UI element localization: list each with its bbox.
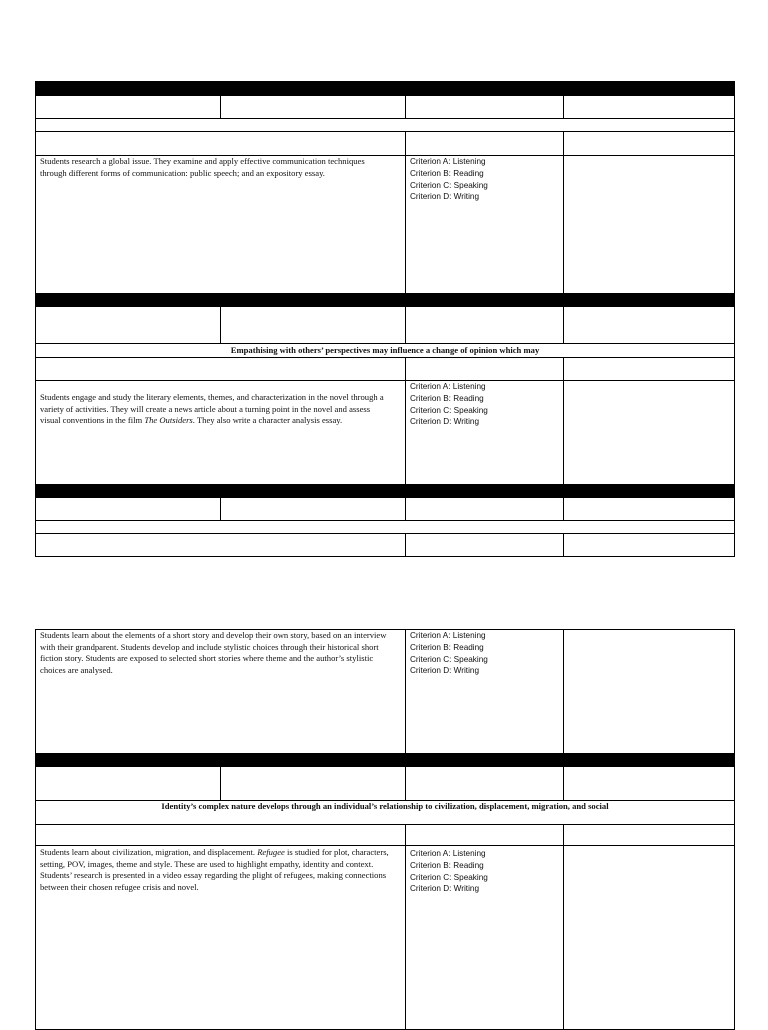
- criterion-a: Criterion A: Listening: [410, 631, 486, 640]
- unit4-novel-title: Refugee: [257, 847, 285, 857]
- criterion-d: Criterion D: Writing: [410, 884, 480, 894]
- unit-title-cell: [35, 95, 221, 119]
- unit2-description-before: Students engage and study the literary elements, themes, and characterization in the novel through a variety of activities. They will create a news article about a turning point in the novel and assess visual conventions in the film: [40, 392, 384, 425]
- key-concept-cell: [405, 306, 564, 344]
- atl-cell: [405, 131, 564, 156]
- notes-cell: [563, 824, 735, 846]
- criterion-b: Criterion B: Reading: [410, 860, 484, 870]
- criterion-b: Criterion B: Reading: [410, 393, 484, 403]
- global-context-cell: [35, 357, 406, 381]
- unit-header-bar: [35, 484, 735, 498]
- unit-duration-cell: [220, 95, 406, 119]
- criterion-d: Criterion D: Writing: [410, 417, 480, 427]
- criterion-b: Criterion B: Reading: [410, 168, 484, 178]
- unit-duration-cell: [220, 766, 406, 801]
- unit2-criteria-list: [410, 381, 488, 428]
- unit4-description: [40, 847, 398, 893]
- related-concept-cell: [563, 306, 735, 344]
- atl-cell: [405, 357, 564, 381]
- extra-cell: [563, 629, 735, 754]
- global-context-cell: [35, 824, 406, 846]
- criterion-d: Criterion D: Writing: [410, 666, 480, 676]
- unit-title-cell: [35, 766, 221, 801]
- unit4-criteria-list: [410, 848, 488, 895]
- unit-duration-cell: [220, 306, 406, 344]
- key-concept-cell: [405, 95, 564, 119]
- criterion-d: Criterion D: Writing: [410, 192, 480, 202]
- criterion-b: Criterion B: Reading: [410, 642, 484, 652]
- key-concept-cell: [405, 497, 564, 521]
- criterion-a: Criterion A: Listening: [410, 382, 486, 391]
- criterion-a: Criterion A: Listening: [410, 157, 486, 166]
- unit4-description-before: Students learn about civilization, migration, and displacement.: [40, 847, 258, 857]
- extra-cell: [563, 380, 735, 485]
- global-context-cell: [35, 131, 406, 156]
- criterion-c: Criterion C: Speaking: [410, 180, 488, 190]
- criterion-c: Criterion C: Speaking: [410, 654, 488, 664]
- unit2-description: [40, 392, 392, 427]
- atl-cell: [405, 533, 564, 557]
- unit2-statement-of-inquiry: Empathising with others’ perspectives may influence a change of opinion which may: [230, 345, 540, 355]
- unit-duration-cell: [220, 497, 406, 521]
- unit3-criteria-list: [410, 630, 488, 677]
- unit4-statement-of-inquiry: Identity’s complex nature develops through an individual’s relationship to civilization, displacement, migration, and social: [161, 801, 609, 811]
- unit1-description: Students research a global issue. They examine and apply effective communication techniques through different forms of communication: public speech; and an expository essay.: [40, 156, 365, 178]
- statement-of-inquiry-cell: [35, 520, 735, 534]
- key-concept-cell: [405, 766, 564, 801]
- criterion-c: Criterion C: Speaking: [410, 405, 488, 415]
- criterion-c: Criterion C: Speaking: [410, 872, 488, 882]
- unit2-description-after: . They also write a character analysis essay.: [192, 415, 343, 425]
- unit-header-bar: [35, 81, 735, 95]
- related-concept-cell: [563, 95, 735, 119]
- unit4-description-after: is studied for plot, characters, setting, POV, images, theme and style. These are used to highlight empathy, identity and context. Students’ research is presented in a video essay regarding the plight of refugees, making connections between their chosen refugee crisis and novel.: [40, 847, 389, 892]
- extra-cell: [563, 845, 735, 1030]
- unit-header-bar: [35, 293, 735, 307]
- notes-cell: [563, 357, 735, 381]
- unit2-film-title: The Outsiders: [144, 415, 193, 425]
- unit3-description: Students learn about the elements of a short story and develop their own story, based on an interview with their grandparent. Students develop and include stylistic choices through their historical short fiction story. Students are exposed to selected short stories where theme and the author’s stylistic choices are analysed.: [40, 630, 387, 675]
- related-concept-cell: [563, 766, 735, 801]
- statement-of-inquiry-cell: [35, 118, 735, 132]
- extra-cell: [563, 155, 735, 294]
- unit-title-cell: [35, 306, 221, 344]
- global-context-cell: [35, 533, 406, 557]
- notes-cell: [563, 131, 735, 156]
- atl-cell: [405, 824, 564, 846]
- related-concept-cell: [563, 497, 735, 521]
- unit-title-cell: [35, 497, 221, 521]
- notes-cell: [563, 533, 735, 557]
- unit1-criteria-list: [410, 156, 488, 203]
- unit-header-bar: [35, 753, 735, 767]
- criterion-a: Criterion A: Listening: [410, 849, 486, 858]
